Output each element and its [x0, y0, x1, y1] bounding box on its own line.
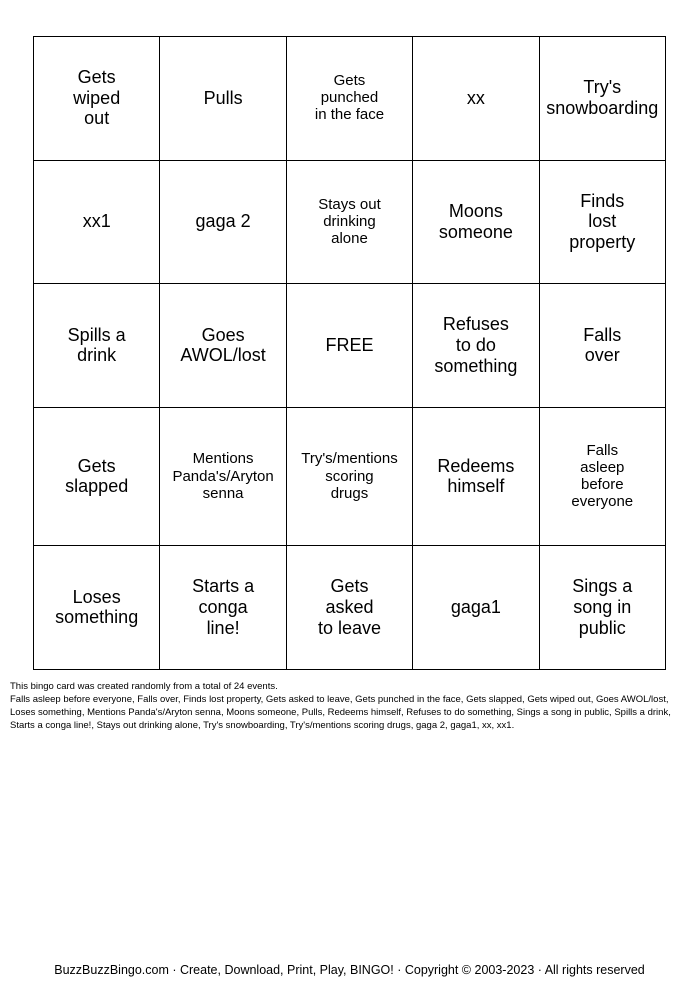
bingo-cell — [286, 546, 412, 670]
bingo-cell — [413, 37, 539, 161]
bingo-cell — [539, 284, 665, 408]
bingo-cell — [286, 160, 412, 284]
bingo-row — [34, 160, 666, 284]
bingo-cell-label: Refuses to do something — [434, 314, 518, 376]
site-footer: BuzzBuzzBingo.com · Create, Download, Print, Play, BINGO! · Copyright © 2003-2023 · All rights reserved — [54, 963, 645, 977]
bingo-cell — [286, 37, 412, 161]
bingo-cell-label: Finds lost property — [569, 190, 636, 253]
bingo-cell-label: Pulls — [203, 87, 243, 108]
bingo-cell-label: Try's/mentions scoring drugs — [301, 450, 398, 502]
bingo-row — [34, 37, 666, 161]
free-space-label: FREE — [325, 335, 374, 356]
bingo-cell — [160, 284, 286, 408]
bingo-row — [34, 408, 666, 546]
bingo-row — [34, 284, 666, 408]
bingo-cell-label: Gets punched in the face — [314, 71, 385, 124]
card-notes-intro: This bingo card was created randomly from a total of 24 events. — [10, 681, 278, 692]
bingo-cell-label: Mentions Panda's/Aryton senna — [172, 450, 274, 502]
bingo-cell-label: Gets wiped out — [73, 66, 121, 129]
bingo-cell-label: Sings a song in public — [572, 576, 633, 638]
bingo-cell-label: xx — [466, 87, 485, 108]
bingo-cell-label: Gets asked to leave — [317, 576, 381, 638]
bingo-cell — [160, 160, 286, 284]
bingo-cell-label: gaga 2 — [195, 211, 251, 232]
bingo-cell-label: Try's snowboarding — [546, 77, 659, 119]
bingo-cell — [539, 37, 665, 161]
bingo-cell-label: Falls over — [583, 324, 622, 366]
bingo-cell — [286, 408, 412, 546]
bingo-row — [34, 546, 666, 670]
card-events-list: Falls asleep before everyone, Falls over, Finds lost property, Gets asked to leave, Gets punched in the face, Gets slapped, Gets wiped out, Goes AWOL/lost, Loses something, Mentions Panda's/Aryton senna, Moons someone, Pulls, Redeems himself, Refuses to do something, Sings a song in public, Spills a drink, Starts a conga line!, Stays out drinking alone, Try's snowboarding, Try's/mentions scoring drugs, gaga 2, gaga1, xx, xx1. — [10, 694, 671, 731]
bingo-cell-label: Spills a drink — [67, 324, 126, 366]
bingo-cell-label: Gets slapped — [65, 455, 129, 497]
bingo-cell — [539, 546, 665, 670]
bingo-cell — [413, 546, 539, 670]
bingo-cell-label: Loses something — [55, 586, 139, 628]
bingo-cell-label: Moons someone — [438, 201, 513, 242]
bingo-cell-free — [286, 284, 412, 408]
bingo-cell — [160, 546, 286, 670]
bingo-cell — [34, 284, 160, 408]
bingo-cell-label: xx1 — [82, 211, 111, 232]
bingo-cell-label: Stays out drinking alone — [318, 195, 381, 248]
bingo-cell-label: Redeems himself — [437, 455, 515, 497]
bingo-cell — [413, 160, 539, 284]
bingo-cell-label: Falls asleep before everyone — [571, 441, 634, 511]
bingo-cell-label: gaga1 — [450, 596, 501, 617]
bingo-grid — [33, 36, 666, 670]
bingo-cell — [160, 37, 286, 161]
card-notes — [10, 680, 690, 732]
bingo-cell — [413, 284, 539, 408]
bingo-cell — [160, 408, 286, 546]
bingo-cell — [34, 37, 160, 161]
bingo-cell — [34, 408, 160, 546]
bingo-cell — [34, 546, 160, 670]
bingo-cell — [413, 408, 539, 546]
bingo-cell-label: Starts a conga line! — [192, 576, 255, 638]
bingo-cell — [539, 160, 665, 284]
bingo-cell — [539, 408, 665, 546]
bingo-cell — [34, 160, 160, 284]
bingo-cell-label: Goes AWOL/lost — [180, 324, 266, 366]
